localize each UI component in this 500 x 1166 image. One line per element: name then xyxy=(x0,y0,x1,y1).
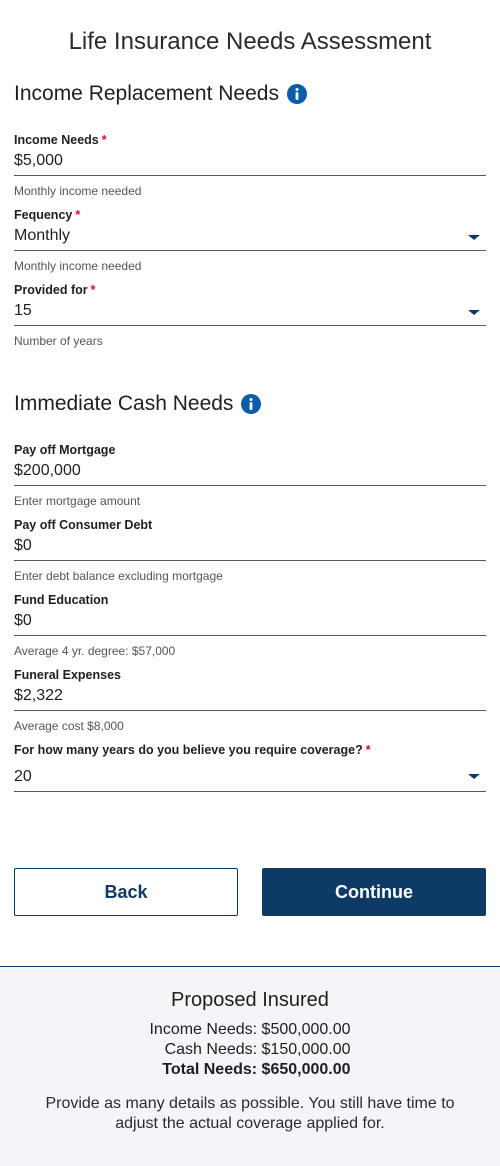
provided-for-value[interactable]: 15 xyxy=(14,302,32,319)
required-marker: * xyxy=(90,283,96,297)
coverage-years-select[interactable] xyxy=(14,758,486,792)
page-title: Life Insurance Needs Assessment xyxy=(68,28,432,55)
chevron-down-icon[interactable] xyxy=(468,774,480,779)
education-value[interactable]: $0 xyxy=(14,612,32,629)
income-needs-value[interactable]: $5,000 xyxy=(14,152,63,169)
coverage-years-label: For how many years do you believe you require coverage? xyxy=(14,743,363,757)
summary-income-needs: Income Needs: $500,000.00 xyxy=(149,1021,351,1038)
required-marker: * xyxy=(75,208,81,222)
consumer-debt-value[interactable]: $0 xyxy=(14,537,32,554)
mortgage-field xyxy=(14,442,486,508)
coverage-years-field xyxy=(14,742,486,792)
provided-for-hint: Number of years xyxy=(14,334,103,348)
funeral-hint: Average cost $8,000 xyxy=(14,719,124,733)
education-label: Fund Education xyxy=(14,593,109,607)
summary-cash-needs: Cash Needs: $150,000.00 xyxy=(164,1041,351,1058)
mortgage-value[interactable]: $200,000 xyxy=(14,462,81,479)
funeral-field xyxy=(14,667,486,733)
coverage-years-value[interactable]: 20 xyxy=(14,768,32,785)
consumer-debt-input[interactable] xyxy=(14,533,486,561)
consumer-debt-field xyxy=(14,517,486,583)
summary-title: Proposed Insured xyxy=(171,989,329,1011)
mortgage-input[interactable] xyxy=(14,458,486,486)
proposed-insured-summary xyxy=(0,966,500,1166)
summary-total-needs: Total Needs: $650,000.00 xyxy=(162,1061,351,1078)
continue-button[interactable]: Continue xyxy=(262,868,486,916)
provided-for-select[interactable] xyxy=(14,298,486,326)
chevron-down-icon[interactable] xyxy=(468,235,480,240)
provided-for-label: Provided for xyxy=(14,283,88,297)
education-hint: Average 4 yr. degree: $57,000 xyxy=(14,644,176,658)
income-needs-label: Income Needs xyxy=(14,133,99,147)
income-needs-input[interactable] xyxy=(14,148,486,176)
frequency-field xyxy=(14,207,486,273)
info-icon[interactable] xyxy=(287,84,307,104)
funeral-input[interactable] xyxy=(14,683,486,711)
required-marker: * xyxy=(101,133,107,147)
frequency-select[interactable] xyxy=(14,223,486,251)
chevron-down-icon[interactable] xyxy=(468,310,480,315)
consumer-debt-label: Pay off Consumer Debt xyxy=(14,518,153,532)
mortgage-label: Pay off Mortgage xyxy=(14,443,116,457)
cash-section-title: Immediate Cash Needs xyxy=(14,392,234,415)
education-input[interactable] xyxy=(14,608,486,636)
income-needs-hint: Monthly income needed xyxy=(14,184,142,198)
summary-note: Provide as many details as possible. You still have time to adjust the actual coverage applied for. xyxy=(45,1095,455,1132)
income-section-title: Income Replacement Needs xyxy=(14,82,279,105)
consumer-debt-hint: Enter debt balance excluding mortgage xyxy=(14,569,223,583)
income-section-header xyxy=(14,82,307,106)
frequency-value[interactable]: Monthly xyxy=(14,227,71,244)
info-icon[interactable] xyxy=(241,394,261,414)
back-button[interactable]: Back xyxy=(14,868,238,916)
funeral-value[interactable]: $2,322 xyxy=(14,687,63,704)
mortgage-hint: Enter mortgage amount xyxy=(14,494,141,508)
education-field xyxy=(14,592,486,658)
income-needs-field xyxy=(14,132,486,198)
provided-for-field xyxy=(14,282,486,348)
funeral-label: Funeral Expenses xyxy=(14,668,121,682)
cash-section-header xyxy=(14,392,261,416)
frequency-label: Fequency xyxy=(14,208,73,222)
summary-lines xyxy=(149,1020,350,1080)
frequency-hint: Monthly income needed xyxy=(14,259,142,273)
required-marker: * xyxy=(365,743,371,757)
